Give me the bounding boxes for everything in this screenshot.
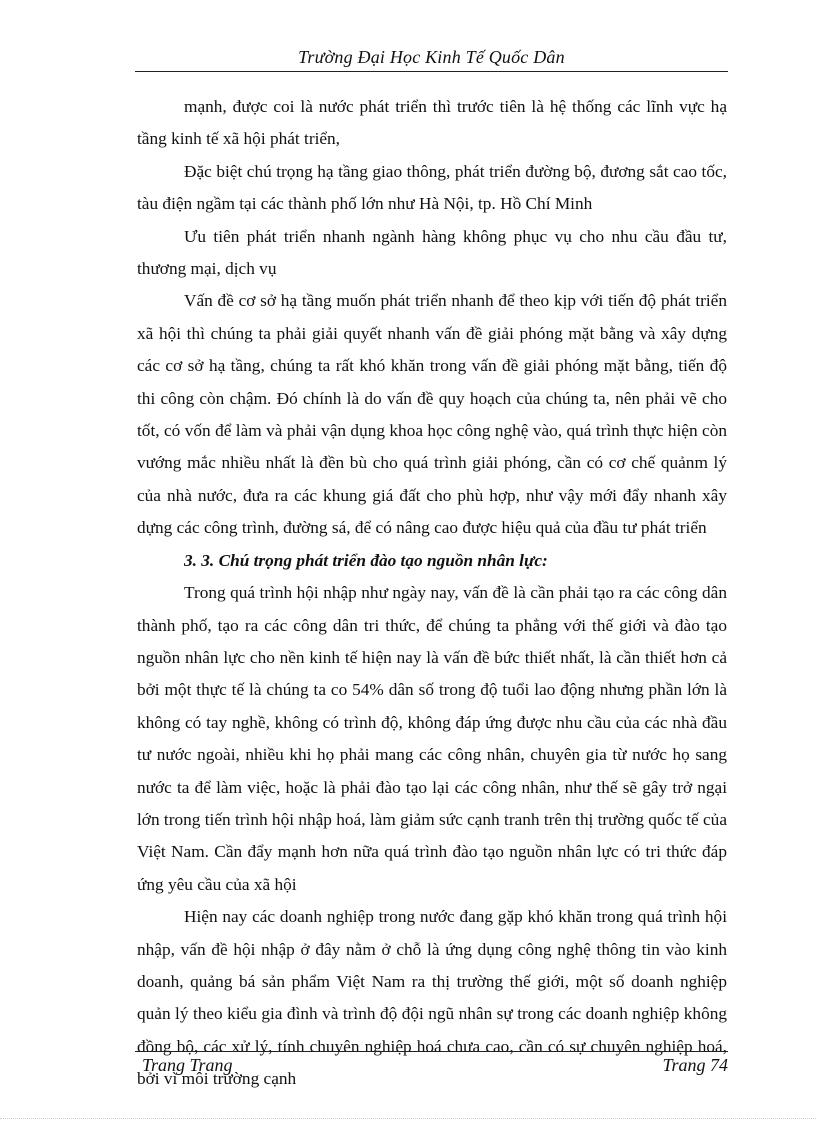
paragraph: Ưu tiên phát triển nhanh ngành hàng không phục vụ cho nhu cầu đầu tư, thương mại, dịch vụ [137, 226, 727, 279]
section-heading: 3. 3. Chú trọng phát triển đào tạo nguồn nhân lực: [184, 550, 548, 570]
page-bottom-border [0, 1118, 816, 1119]
footer-left-text: Trang Trang [142, 1055, 233, 1075]
paragraph: Hiện nay các doanh nghiệp trong nước đang gặp khó khăn trong quá trình hội nhập, vấn đề hội nhập ở đây nằm ở chỗ là ứng dụng công nghệ thông tin vào kinh doanh, quảng bá sản phẩm Việt Nam ra thị trường thế giới, một số doanh nghiệp quản lý theo kiểu gia đình và trình độ đội ngũ nhân sự trong các doanh nghiệp không đồng bộ, các xử lý, tính chuyên nghiệp hoá chưa cao, cần có sự chuyên nghiệp hoá, bởi vì môi trường cạnh [137, 907, 727, 1089]
page-header-title: Trường Đại Học Kinh Tế Quốc Dân [298, 47, 565, 67]
footer-divider [135, 1051, 728, 1052]
document-body [137, 91, 727, 1096]
paragraph: Trong quá trình hội nhập như ngày nay, vấn đề là cần phải tạo ra các công dân thành phố, tạo ra các công dân tri thức, để chúng ta phẳng với thế giới và đào tạo nguồn nhân lực cho nền kinh tế hiện nay là vấn đề bức thiết nhất, là cần thiết hơn cả bởi một thực tế là chúng ta co 54% dân số trong độ tuổi lao động nhưng phần lớn là không có tay nghề, không có trình độ, không đáp ứng được nhu cầu của các nhà đầu tư nước ngoài, nhiều khi họ phải mang các công nhân, chuyên gia từ nước họ sang nước ta để làm việc, hoặc là phải đào tạo lại các công nhân, như thế sẽ gây trở ngại lớn trong tiến trình hội nhập hoá, làm giảm sức cạnh tranh trên thị trường quốc tế của Việt Nam. Cần đẩy mạnh hơn nữa quá trình đào tạo nguồn nhân lực có tri thức đáp ứng yêu cầu của xã hội [137, 583, 727, 894]
paragraph: mạnh, được coi là nước phát triển thì trước tiên là hệ thống các lĩnh vực hạ tầng kinh tế xã hội phát triển, [137, 97, 727, 149]
paragraph: Vấn đề cơ sở hạ tầng muốn phát triển nhanh để theo kịp với tiến độ phát triển xã hội thì chúng ta phải giải quyết nhanh vấn đề giải phóng mặt bằng và xây dựng các cơ sở hạ tầng, chúng ta rất khó khăn trong vấn đề giải phóng mặt bằng, tiến độ thi công còn chậm. Đó chính là do vấn đề quy hoạch của chúng ta, nên phải vẽ cho tốt, có vốn để làm và phải vận dụng khoa học công nghệ vào, quá trình thực hiện còn vướng mắc nhiều nhất là đền bù cho quá trình giải phóng, cần có cơ chế quảnm lý của nhà nước, đưa ra các khung giá đất cho phù hợp, như vậy mới đẩy nhanh xây dựng các công trình, đường sá, để có nâng cao được hiệu quả của đầu tư phát triển [137, 291, 727, 538]
footer-page-number: Trang 74 [662, 1055, 728, 1075]
header-divider [135, 71, 728, 72]
paragraph: Đặc biệt chú trọng hạ tầng giao thông, phát triển đường bộ, đương sắt cao tốc, tàu điện ngầm tại các thành phố lớn như Hà Nội, tp. Hồ Chí Minh [137, 161, 727, 214]
